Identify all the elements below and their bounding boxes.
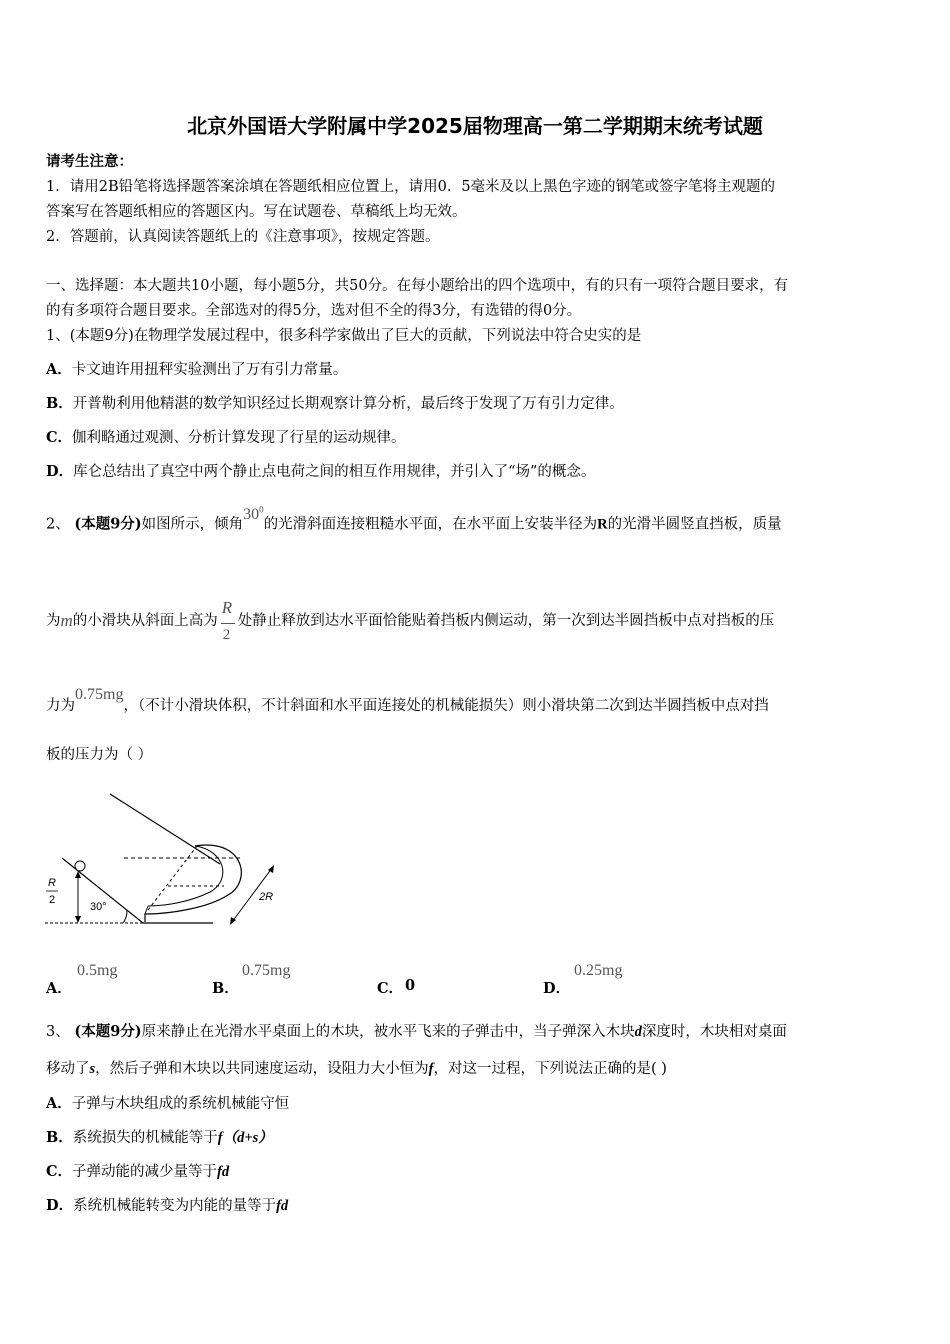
q2-text-2b: 的小滑块从斜面上高为 [72,613,218,629]
q2-force-value: 0.75mg [75,686,124,703]
q3-option-c-label: C． [46,1163,73,1180]
q1-stem: 1、(本题9分)在物理学发展过程中，很多科学家做出了巨大的贡献，下列说法中符合史实的是 [46,328,642,344]
q3-option-b-text: 系统损失的机械能等于 [72,1130,218,1146]
q2-text-2a: 为 [46,613,61,629]
q3-text-2c: ，对这一过程，下列说法正确的是( ) [433,1061,667,1077]
page-title: 北京外国语大学附属中学2025届物理高一第二学期期末统考试题 [187,114,763,138]
q2-line-3 [46,686,769,716]
q3-option-c-math: fd [217,1164,230,1180]
q2-angle-value: 30 [243,506,260,524]
q2-angle-degree: 0 [259,505,264,515]
q3-option-d-label: D． [46,1197,74,1214]
q2-mass-symbol: m [60,611,73,630]
q2-radius-symbol: R [597,516,608,533]
angle-arc [123,911,127,923]
q1-option-b[interactable] [46,394,624,414]
q2-line-1 [46,505,782,534]
q3-force-symbol: f [428,1061,434,1077]
notice-heading: 请考生注意： [46,153,133,170]
q1-option-c-text: 伽利略通过观测、分析计算发现了行星的运动规律。 [72,430,406,446]
q2-line-4: 板的压力为（ ） [46,747,153,763]
q3-depth-symbol: d [634,1024,642,1040]
q3-option-c-text: 子弹动能的减少量等于 [72,1164,218,1180]
q1-option-a-label: A． [46,361,72,378]
q1-option-c-label: C． [46,429,73,446]
q2-text-2c: 处静止释放到达水平面恰能贴着挡板内侧运动，第一次到达半圆挡板中点对挡板的压 [237,613,775,629]
q2-fraction-bar [221,623,235,624]
q3-option-c[interactable] [46,1162,229,1182]
q2-line-2 [46,598,775,643]
label-2: 2 [49,894,56,906]
q3-option-b-math: f（d+s） [217,1130,273,1146]
q1-option-d-label: D． [46,463,74,480]
incline-line [62,858,143,923]
notice-item-1-line-1: 1．请用2B铅笔将选择题答案涂填在答题纸相应位置上，请用0．5毫米及以上黑色字迹的钢笔或签字笔将主观题的 [46,179,776,195]
q3-option-a-text: 子弹与木块组成的系统机械能守恒 [71,1096,290,1112]
q3-text-2b: ，然后子弹和木块以共同速度运动，设阻力大小恒为 [95,1061,429,1077]
q3-option-a-label: A． [46,1095,72,1112]
q3-displacement-symbol: s [89,1061,96,1077]
q1-option-b-label: B． [46,395,73,412]
semicircle-inner [148,846,223,906]
q2-number: 2、 [46,516,70,533]
semicircle-outer [145,845,241,922]
label-2r: 2R [259,891,274,903]
label-r: R [48,877,56,889]
q2-fraction-denominator: 2 [222,627,231,643]
slider-block [75,861,85,871]
q3-option-d-text: 系统机械能转变为内能的量等于 [73,1198,277,1214]
guide-dashed-1 [148,846,197,910]
q3-text-1b: 深度时，木块相对桌面 [641,1024,787,1040]
q3-line-2 [46,1059,667,1079]
q3-option-a[interactable] [46,1094,289,1114]
q2-text-3b: ，（不计小滑块体积，不计斜面和水平面连接处的机械能损失）则小滑块第二次到达半圆挡板中点对挡 [123,698,769,714]
q1-option-c[interactable] [46,428,406,448]
q3-number: 3、 [46,1024,70,1040]
q2-text-1a: 如图所示，倾角 [141,516,244,533]
q3-text-1a: 原来静止在光滑水平桌面上的木块，被水平飞来的子弹击中，当子弹深入木块 [141,1024,635,1040]
q2-option-a-label[interactable]: A． [46,980,72,997]
q2-text-1c: 的光滑半圆竖直挡板，质量 [607,516,782,533]
q2-option-d-value: 0.25mg [574,962,623,979]
height-arrow-head-bottom [75,916,81,923]
q3-option-d-math: fd [276,1198,289,1214]
q3-line-1 [46,1022,787,1042]
notice-item-1-line-2: 答案写在答题纸相应的答题区内。写在试题卷、草稿纸上均无效。 [46,204,467,220]
semicircle-edge [145,906,148,914]
q2-angle [243,506,264,523]
q3-option-b-label: B． [46,1129,73,1146]
notice-item-2: 2．答题前，认真阅读答题纸上的《注意事项》，按规定答题。 [46,229,440,245]
q1-option-a-text: 卡文迪许用扭秤实验测出了万有引力常量。 [71,362,348,378]
q3-option-d[interactable] [46,1196,288,1216]
q2-option-b-value: 0.75mg [242,962,291,979]
q2-score: (本题9分) [74,515,142,533]
q1-option-d[interactable] [46,462,595,482]
q2-figure [40,790,300,940]
q2-fraction-numerator: R [221,598,233,617]
q1-option-d-text: 库仑总结出了真空中两个静止点电荷之间的相互作用规律，并引入了“场”的概念。 [73,464,596,480]
q3-option-b[interactable] [46,1128,273,1148]
label-angle: 30° [90,901,107,913]
q3-score: (本题9分) [74,1023,142,1040]
board-top-line [110,794,220,864]
q3-text-2a: 移动了 [46,1061,90,1077]
q2-option-b-label[interactable]: B． [212,980,239,997]
q2-option-d-label[interactable]: D． [543,980,571,997]
q2-option-a-value: 0.5mg [77,962,118,979]
q1-option-a[interactable] [46,360,347,380]
section-intro-line-1: 一、选择题：本大题共10小题，每小题5分，共50分。在每小题给出的四个选项中，有的只有一项符合题目要求，有 [46,278,789,294]
q2-option-c-value: 0 [405,977,416,994]
q2-text-3a: 力为 [46,698,75,714]
q1-option-b-text: 开普勒利用他精湛的数学知识经过长期观察计算分析，最后终于发现了万有引力定律。 [72,396,624,412]
q2-option-c-label[interactable]: C． [377,980,404,997]
section-intro-line-2: 的有多项符合题目要求。全部选对的得5分，选对但不全的得3分，有选错的得0分。 [46,303,582,319]
q2-text-1b: 的光滑斜面连接粗糙水平面，在水平面上安装半径为 [263,516,598,533]
